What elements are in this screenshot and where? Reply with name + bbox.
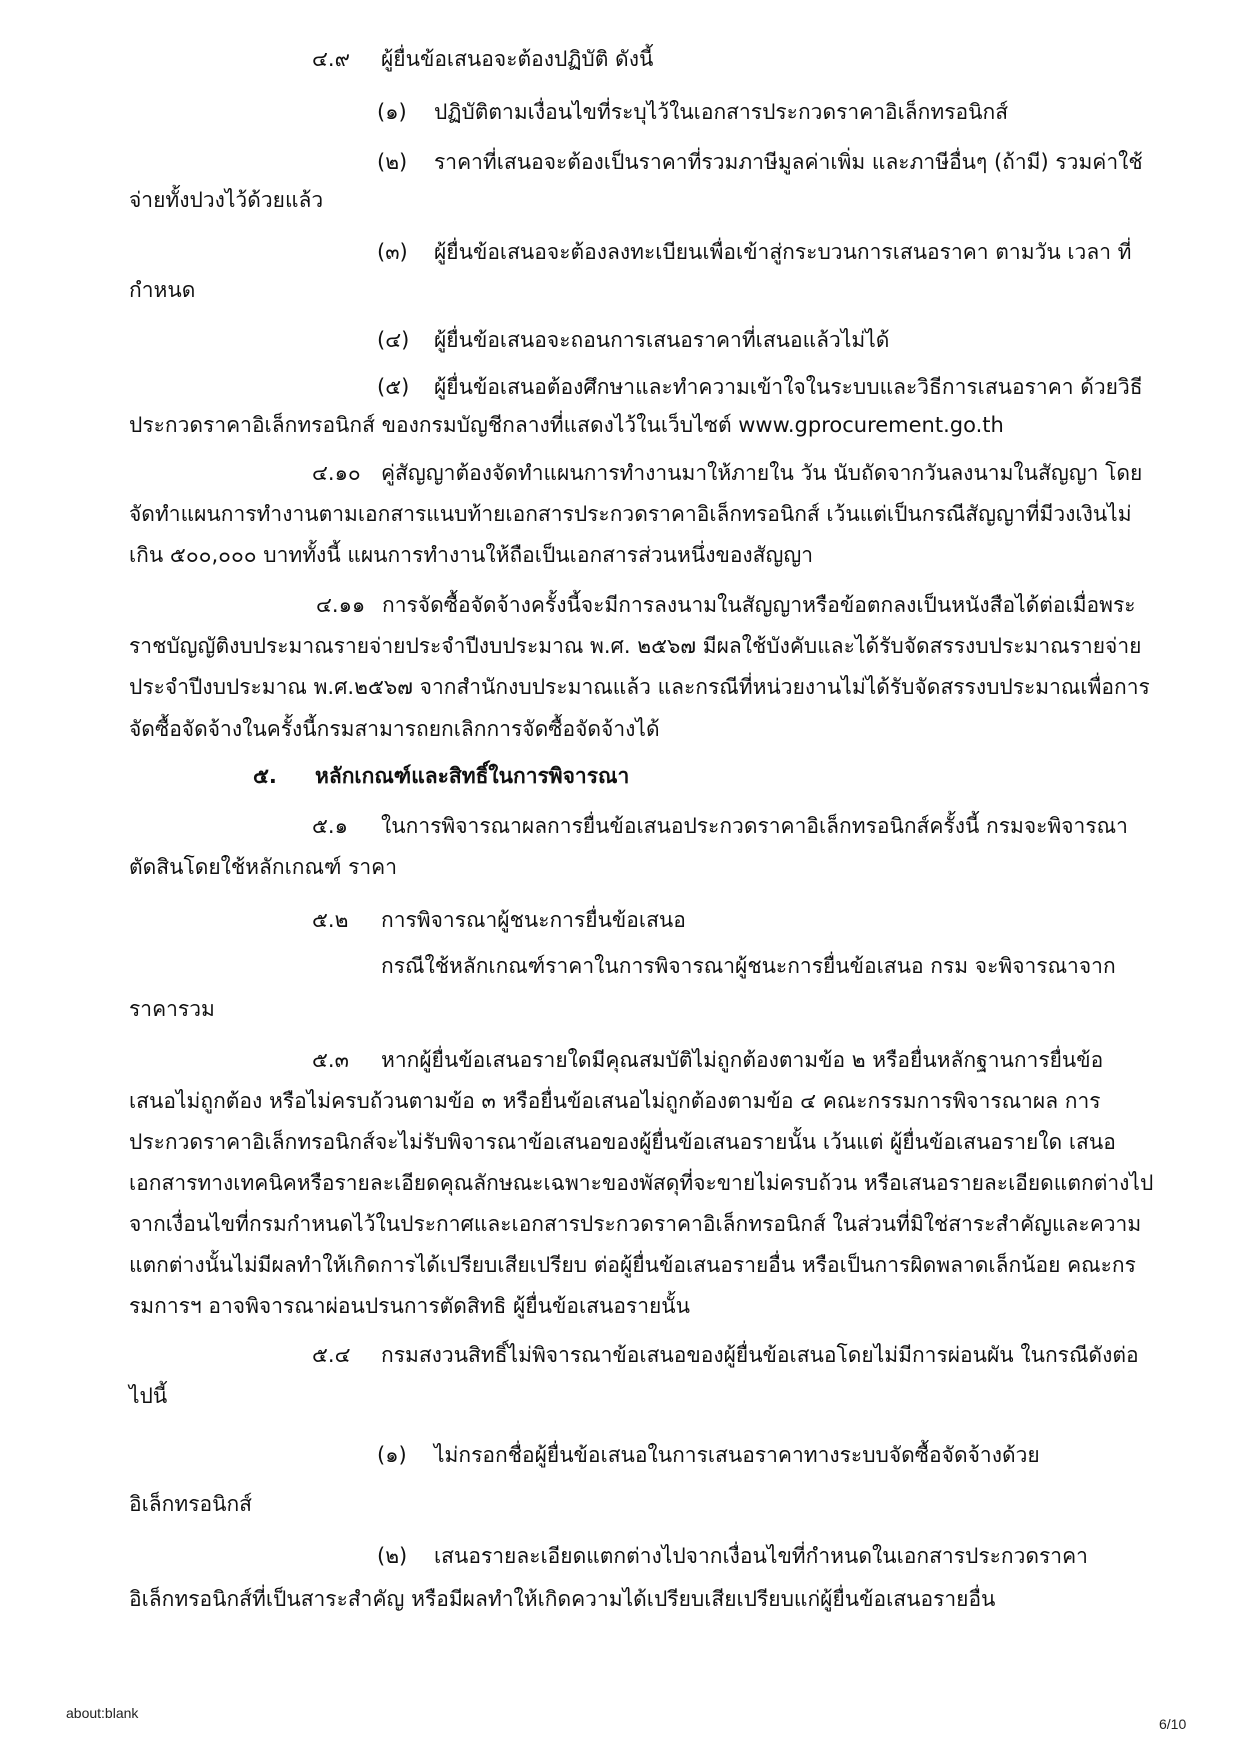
footer-url: about:blank: [66, 1705, 139, 1721]
continuation-line: ตัดสินโดยใช้หลักเกณฑ์ ราคา: [129, 855, 397, 879]
item-text: ไม่กรอกชื่อผู้ยื่นข้อเสนอในการเสนอราคาทางระบบจัดซื้อจัดจ้างด้วย: [434, 1443, 1040, 1467]
continuation-line: ไปนี้: [129, 1384, 168, 1408]
item-number: (๕): [377, 375, 410, 399]
clause-text: การจัดซื้อจัดจ้างครั้งนี้จะมีการลงนามในสัญญาหรือข้อตกลงเป็นหนังสือได้ต่อเมื่อพระ: [382, 593, 1136, 617]
clause-5-1: [312, 812, 1128, 840]
item-text: เสนอรายละเอียดแตกต่างไปจากเงื่อนไขที่กำหนดในเอกสารประกวดราคา: [434, 1544, 1088, 1568]
clause-4-9: [312, 45, 653, 73]
clause-text: กรมสงวนสิทธิ์ไม่พิจารณาข้อเสนอของผู้ยื่นข้อเสนอโดยไม่มีการผ่อนผัน ในกรณีดังต่อ: [381, 1343, 1139, 1367]
continuation-line: ราคารวม: [129, 997, 215, 1021]
clause-text: ผู้ยื่นข้อเสนอจะต้องปฏิบัติ ดังนี้: [381, 47, 654, 71]
continuation-line: เอกสารทางเทคนิคหรือรายละเอียดคุณลักษณะเฉพาะของพัสดุที่จะขายไม่ครบถ้วน หรือเสนอรายละเอียดแตกต่างไป: [129, 1171, 1154, 1195]
continuation-line: จ่ายทั้งปวงไว้ด้วยแล้ว: [129, 188, 324, 212]
continuation-line: ราชบัญญัติงบประมาณรายจ่ายประจำปีงบประมาณ พ.ศ. ๒๕๖๗ มีผลใช้บังคับและได้รับจัดสรรงบประมาณรายจ่าย: [129, 634, 1142, 658]
clause-number: ๕.๒: [312, 908, 349, 932]
section-title: หลักเกณฑ์และสิทธิ์ในการพิจารณา: [315, 764, 630, 788]
clause-number: ๕.๑: [312, 814, 348, 838]
clause-5-4: [312, 1341, 1139, 1369]
continuation-line: ประจำปีงบประมาณ พ.ศ.๒๕๖๗ จากสำนักงบประมาณแล้ว และกรณีที่หน่วยงานไม่ได้รับจัดสรรงบประมาณเพื่อการ: [129, 675, 1150, 699]
continuation-line: จัดทำแผนการทำงานตามเอกสารแนบท้ายเอกสารประกวดราคาอิเล็กทรอนิกส์ เว้นแต่เป็นกรณีสัญญาที่มีวงเงินไม่: [129, 502, 1132, 526]
continuation-line: เกิน ๕๐๐,๐๐๐ บาททั้งนี้ แผนการทำงานให้ถือเป็นเอกสารส่วนหนึ่งของสัญญา: [129, 543, 814, 567]
item-number: (๔): [377, 328, 410, 352]
continuation-line: ประกวดราคาอิเล็กทรอนิกส์ ของกรมบัญชีกลางที่แสดงไว้ในเว็บไซต์ www.gprocurement.go.th: [129, 413, 1004, 437]
clause-number: ๕.๔: [312, 1343, 351, 1367]
item-number: (๒): [377, 1544, 408, 1568]
clause-5-4-item-1: [377, 1441, 1040, 1469]
clause-4-9-item-5: [377, 373, 1143, 401]
continuation-line: กำหนด: [129, 278, 196, 302]
item-number: (๓): [377, 240, 408, 264]
clause-4-9-item-2: [377, 148, 1143, 176]
clause-number: ๔.๑๐: [312, 461, 361, 485]
item-number: (๑): [377, 100, 407, 124]
continuation-line: เสนอไม่ถูกต้อง หรือไม่ครบถ้วนตามข้อ ๓ หรือยื่นข้อเสนอไม่ถูกต้องตามข้อ ๔ คณะกรรมการพิจารณาผล การ: [129, 1089, 1101, 1113]
clause-text: หากผู้ยื่นข้อเสนอรายใดมีคุณสมบัติไม่ถูกต้องตามข้อ ๒ หรือยื่นหลักฐานการยื่นข้อ: [381, 1048, 1104, 1072]
clause-number: ๕.๓: [312, 1048, 349, 1072]
clause-4-9-item-4: [377, 326, 889, 354]
item-number: (๑): [377, 1443, 407, 1467]
item-text: ปฏิบัติตามเงื่อนไขที่ระบุไว้ในเอกสารประกวดราคาอิเล็กทรอนิกส์: [434, 100, 1009, 124]
page-number: 6/10: [1159, 1716, 1187, 1732]
clause-5-3: [312, 1046, 1103, 1074]
continuation-line: แตกต่างนั้นไม่มีผลทำให้เกิดการได้เปรียบเสียเปรียบ ต่อผู้ยื่นข้อเสนอรายอื่น หรือเป็นการผิดพลาดเล็กน้อย คณะกร: [129, 1253, 1136, 1277]
continuation-line: จัดซื้อจัดจ้างในครั้งนี้กรมสามารถยกเลิกการจัดซื้อจัดจ้างได้: [129, 717, 660, 741]
item-text: ผู้ยื่นข้อเสนอต้องศึกษาและทำความเข้าใจในระบบและวิธีการเสนอราคา ด้วยวิธี: [434, 375, 1143, 399]
clause-text: คู่สัญญาต้องจัดทำแผนการทำงานมาให้ภายใน วัน นับถัดจากวันลงนามในสัญญา โดย: [381, 461, 1143, 485]
clause-5-2-detail: กรณีใช้หลักเกณฑ์ราคาในการพิจารณาผู้ชนะการยื่นข้อเสนอ กรม จะพิจารณาจาก: [381, 954, 1116, 978]
section-5-heading: [253, 762, 629, 790]
item-text: ราคาที่เสนอจะต้องเป็นราคาที่รวมภาษีมูลค่าเพิ่ม และภาษีอื่นๆ (ถ้ามี) รวมค่าใช้: [434, 150, 1143, 174]
clause-4-9-item-3: [377, 238, 1132, 266]
clause-5-4-item-2: [377, 1542, 1088, 1570]
clause-text: ในการพิจารณาผลการยื่นข้อเสนอประกวดราคาอิเล็กทรอนิกส์ครั้งนี้ กรมจะพิจารณา: [381, 814, 1128, 838]
clause-number: ๔.๙: [312, 47, 350, 71]
clause-4-11: [316, 591, 1136, 619]
clause-4-9-item-1: [377, 98, 1008, 126]
item-number: (๒): [377, 150, 408, 174]
clause-4-10: [312, 459, 1142, 487]
continuation-line: อิเล็กทรอนิกส์ที่เป็นสาระสำคัญ หรือมีผลทำให้เกิดความได้เปรียบเสียเปรียบแก่ผู้ยื่นข้อเสนอรายอื่น: [129, 1587, 996, 1611]
continuation-line: อิเล็กทรอนิกส์: [129, 1492, 252, 1516]
section-number: ๕.: [253, 764, 277, 788]
clause-5-2: [312, 906, 686, 934]
item-text: ผู้ยื่นข้อเสนอจะถอนการเสนอราคาที่เสนอแล้วไม่ได้: [434, 328, 890, 352]
continuation-line: จากเงื่อนไขที่กรมกำหนดไว้ในประกาศและเอกสารประกวดราคาอิเล็กทรอนิกส์ ในส่วนที่มิใช่สาระสำคัญและความ: [129, 1212, 1142, 1236]
item-text: ผู้ยื่นข้อเสนอจะต้องลงทะเบียนเพื่อเข้าสู่กระบวนการเสนอราคา ตามวัน เวลา ที่: [434, 240, 1132, 264]
clause-number: ๔.๑๑: [316, 593, 366, 617]
continuation-line: รมการฯ อาจพิจารณาผ่อนปรนการตัดสิทธิ ผู้ยื่นข้อเสนอรายนั้น: [129, 1294, 691, 1318]
clause-text: การพิจารณาผู้ชนะการยื่นข้อเสนอ: [381, 908, 686, 932]
continuation-line: ประกวดราคาอิเล็กทรอนิกส์จะไม่รับพิจารณาข้อเสนอของผู้ยื่นข้อเสนอรายนั้น เว้นแต่ ผู้ยื่นข้อเสนอรายใด เสนอ: [129, 1130, 1116, 1154]
